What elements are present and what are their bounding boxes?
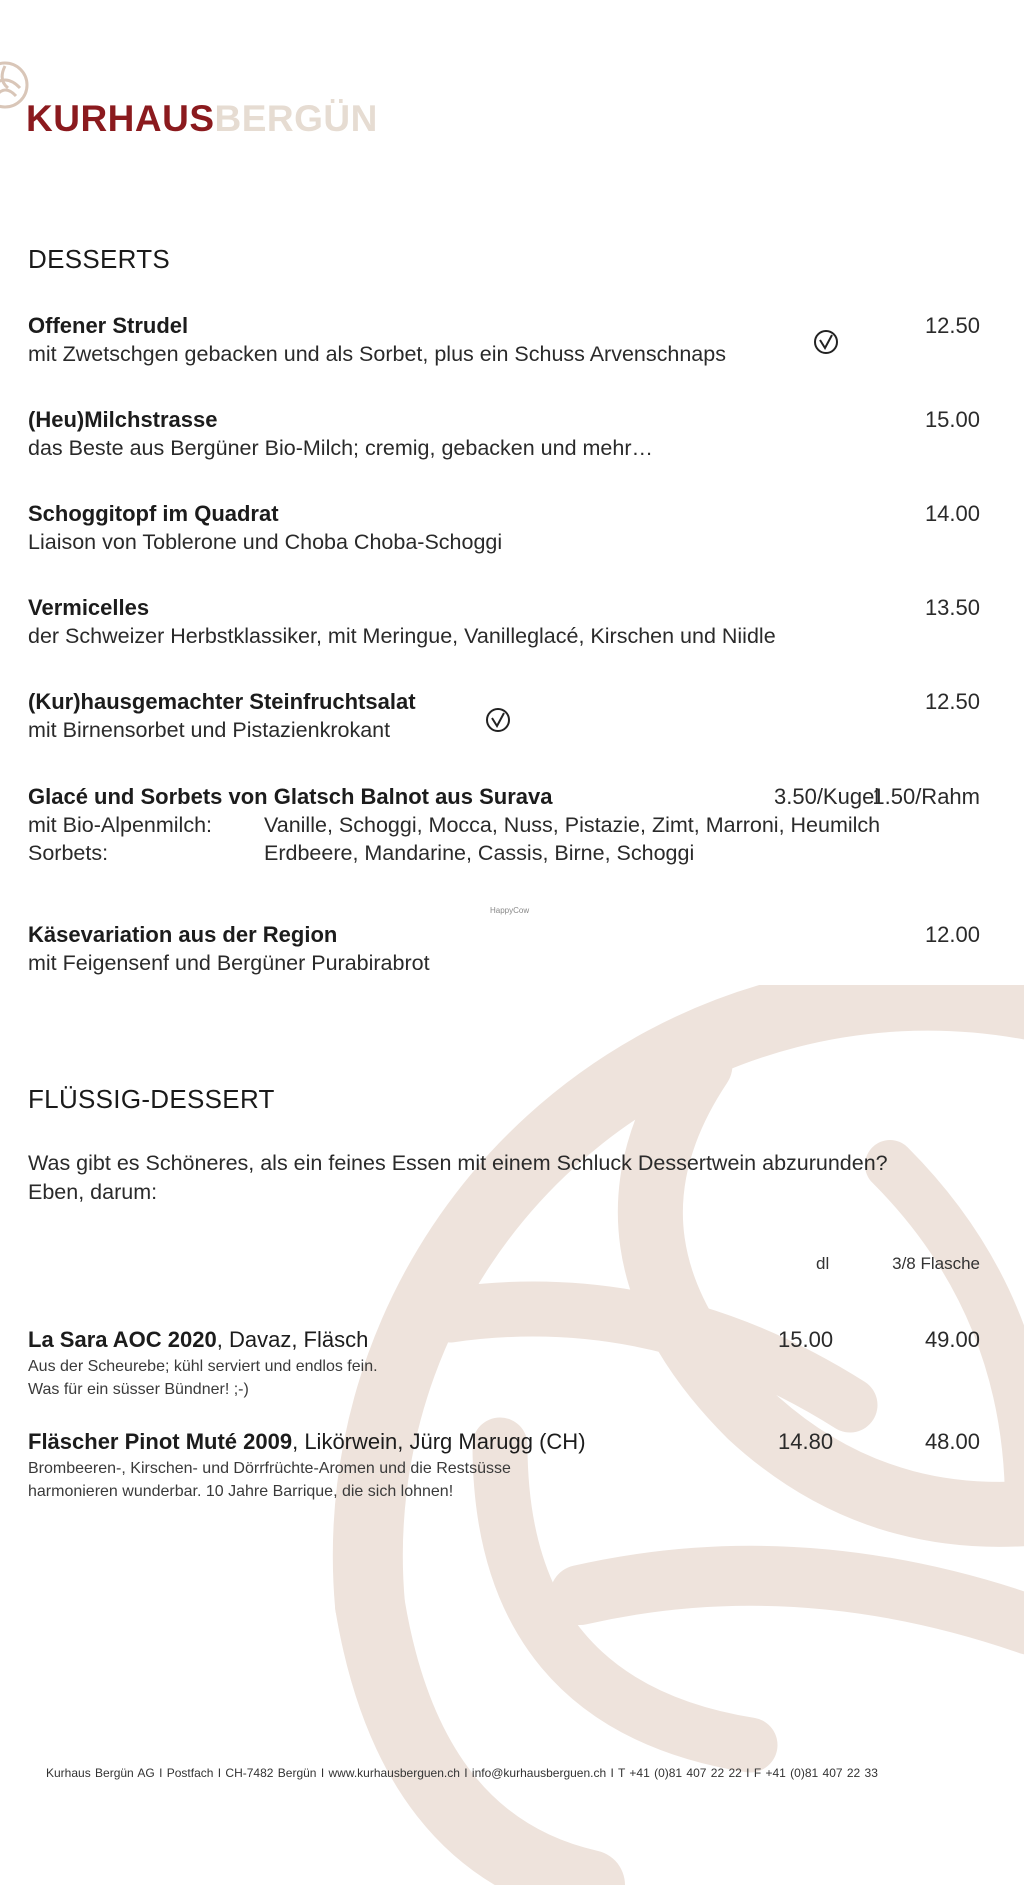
- fluessig-intro-line2: Eben, darum:: [28, 1180, 158, 1204]
- dessert-name: Vermicelles: [28, 595, 150, 620]
- dessert-name: Schoggitopf im Quadrat: [28, 501, 279, 526]
- wine-detail: , Davaz, Fläsch: [216, 1327, 369, 1352]
- dessert-description: der Schweizer Herbstklassiker, mit Meringue, Vanilleglacé, Kirschen und Niidle: [28, 624, 776, 648]
- dessert-price: 12.00: [924, 922, 980, 947]
- happycow-watermark: HappyCow: [490, 906, 530, 915]
- wine-title: [28, 1327, 368, 1353]
- dessert-description: mit Zwetschgen gebacken und als Sorbet, plus ein Schuss Arvenschnaps: [28, 342, 726, 366]
- glace-milk-flavours: Vanille, Schoggi, Mocca, Nuss, Pistazie, Zimt, Marroni, Heumilch: [264, 813, 881, 837]
- dessert-description: Liaison von Toblerone und Choba Choba-Schoggi: [28, 530, 503, 554]
- wine-price-bottle: 49.00: [924, 1327, 980, 1352]
- glace-sorbet-label: Sorbets:: [28, 841, 109, 865]
- dessert-price: 15.00: [924, 407, 980, 432]
- dessert-name: Käsevariation aus der Region: [28, 922, 338, 947]
- desserts-heading: DESSERTS: [28, 244, 171, 274]
- fluessig-heading: FLÜSSIG-DESSERT: [28, 1084, 275, 1114]
- dessert-price: 14.00: [924, 501, 980, 526]
- vegan-icon: [813, 329, 839, 355]
- wine-description-line1: Brombeeren-, Kirschen- und Dörrfrüchte-Aromen und die Restsüsse: [28, 1460, 511, 1477]
- dessert-price: 13.50: [924, 595, 980, 620]
- footer-contact: Kurhaus Bergün AG I Postfach I CH-7482 Bergün I www.kurhausberguen.ch I info@kurhausberguen.ch I T +41 (0)81 407 22 22 I F +41 (0)81 407 22 33: [46, 1766, 878, 1780]
- glace-milk-label: mit Bio-Alpenmilch:: [28, 813, 212, 837]
- glace-name: Glacé und Sorbets von Glatsch Balnot aus Surava: [28, 784, 553, 809]
- dessert-name: (Heu)Milchstrasse: [28, 407, 218, 432]
- column-header-flasche: 3/8 Flasche: [892, 1254, 980, 1273]
- dessert-description: mit Birnensorbet und Pistazienkrokant: [28, 718, 391, 742]
- column-header-dl: dl: [816, 1254, 830, 1273]
- wine-name: Fläscher Pinot Muté 2009: [28, 1429, 293, 1454]
- wine-price-dl: 14.80: [778, 1429, 834, 1454]
- wine-description-line1: Aus der Scheurebe; kühl serviert und endlos fein.: [28, 1358, 378, 1375]
- glace-price-kugel: 3.50/Kugel: [774, 784, 880, 809]
- dessert-name: (Kur)hausgemachter Steinfruchtsalat: [28, 689, 416, 714]
- dessert-description: das Beste aus Bergüner Bio-Milch; cremig, gebacken und mehr…: [28, 436, 654, 460]
- dessert-name: Offener Strudel: [28, 313, 189, 338]
- brand-name-part2: BERGÜN: [214, 98, 378, 139]
- brand-logo: [0, 58, 400, 138]
- wine-name: La Sara AOC 2020: [28, 1327, 217, 1352]
- brand-name-part1: KURHAUS: [26, 98, 215, 139]
- wine-detail: , Likörwein, Jürg Marugg (CH): [292, 1429, 586, 1454]
- dessert-price: 12.50: [924, 689, 980, 714]
- glace-sorbet-flavours: Erdbeere, Mandarine, Cassis, Birne, Schoggi: [264, 841, 695, 865]
- wine-price-bottle: 48.00: [924, 1429, 980, 1454]
- fluessig-intro-line1: Was gibt es Schöneres, als ein feines Essen mit einem Schluck Dessertwein abzurunden?: [28, 1151, 888, 1175]
- vegan-icon: [485, 707, 511, 733]
- dessert-description: mit Feigensenf und Bergüner Purabirabrot: [28, 951, 430, 975]
- brand-wordmark: [26, 98, 378, 140]
- wine-description-line2: harmonieren wunderbar. 10 Jahre Barrique, die sich lohnen!: [28, 1483, 454, 1500]
- glace-price-rahm: 1.50/Rahm: [872, 784, 980, 809]
- wine-description-line2: Was für ein süsser Bündner! ;-): [28, 1381, 249, 1398]
- wine-title: [28, 1429, 586, 1455]
- dessert-price: 12.50: [924, 313, 980, 338]
- wine-price-dl: 15.00: [778, 1327, 834, 1352]
